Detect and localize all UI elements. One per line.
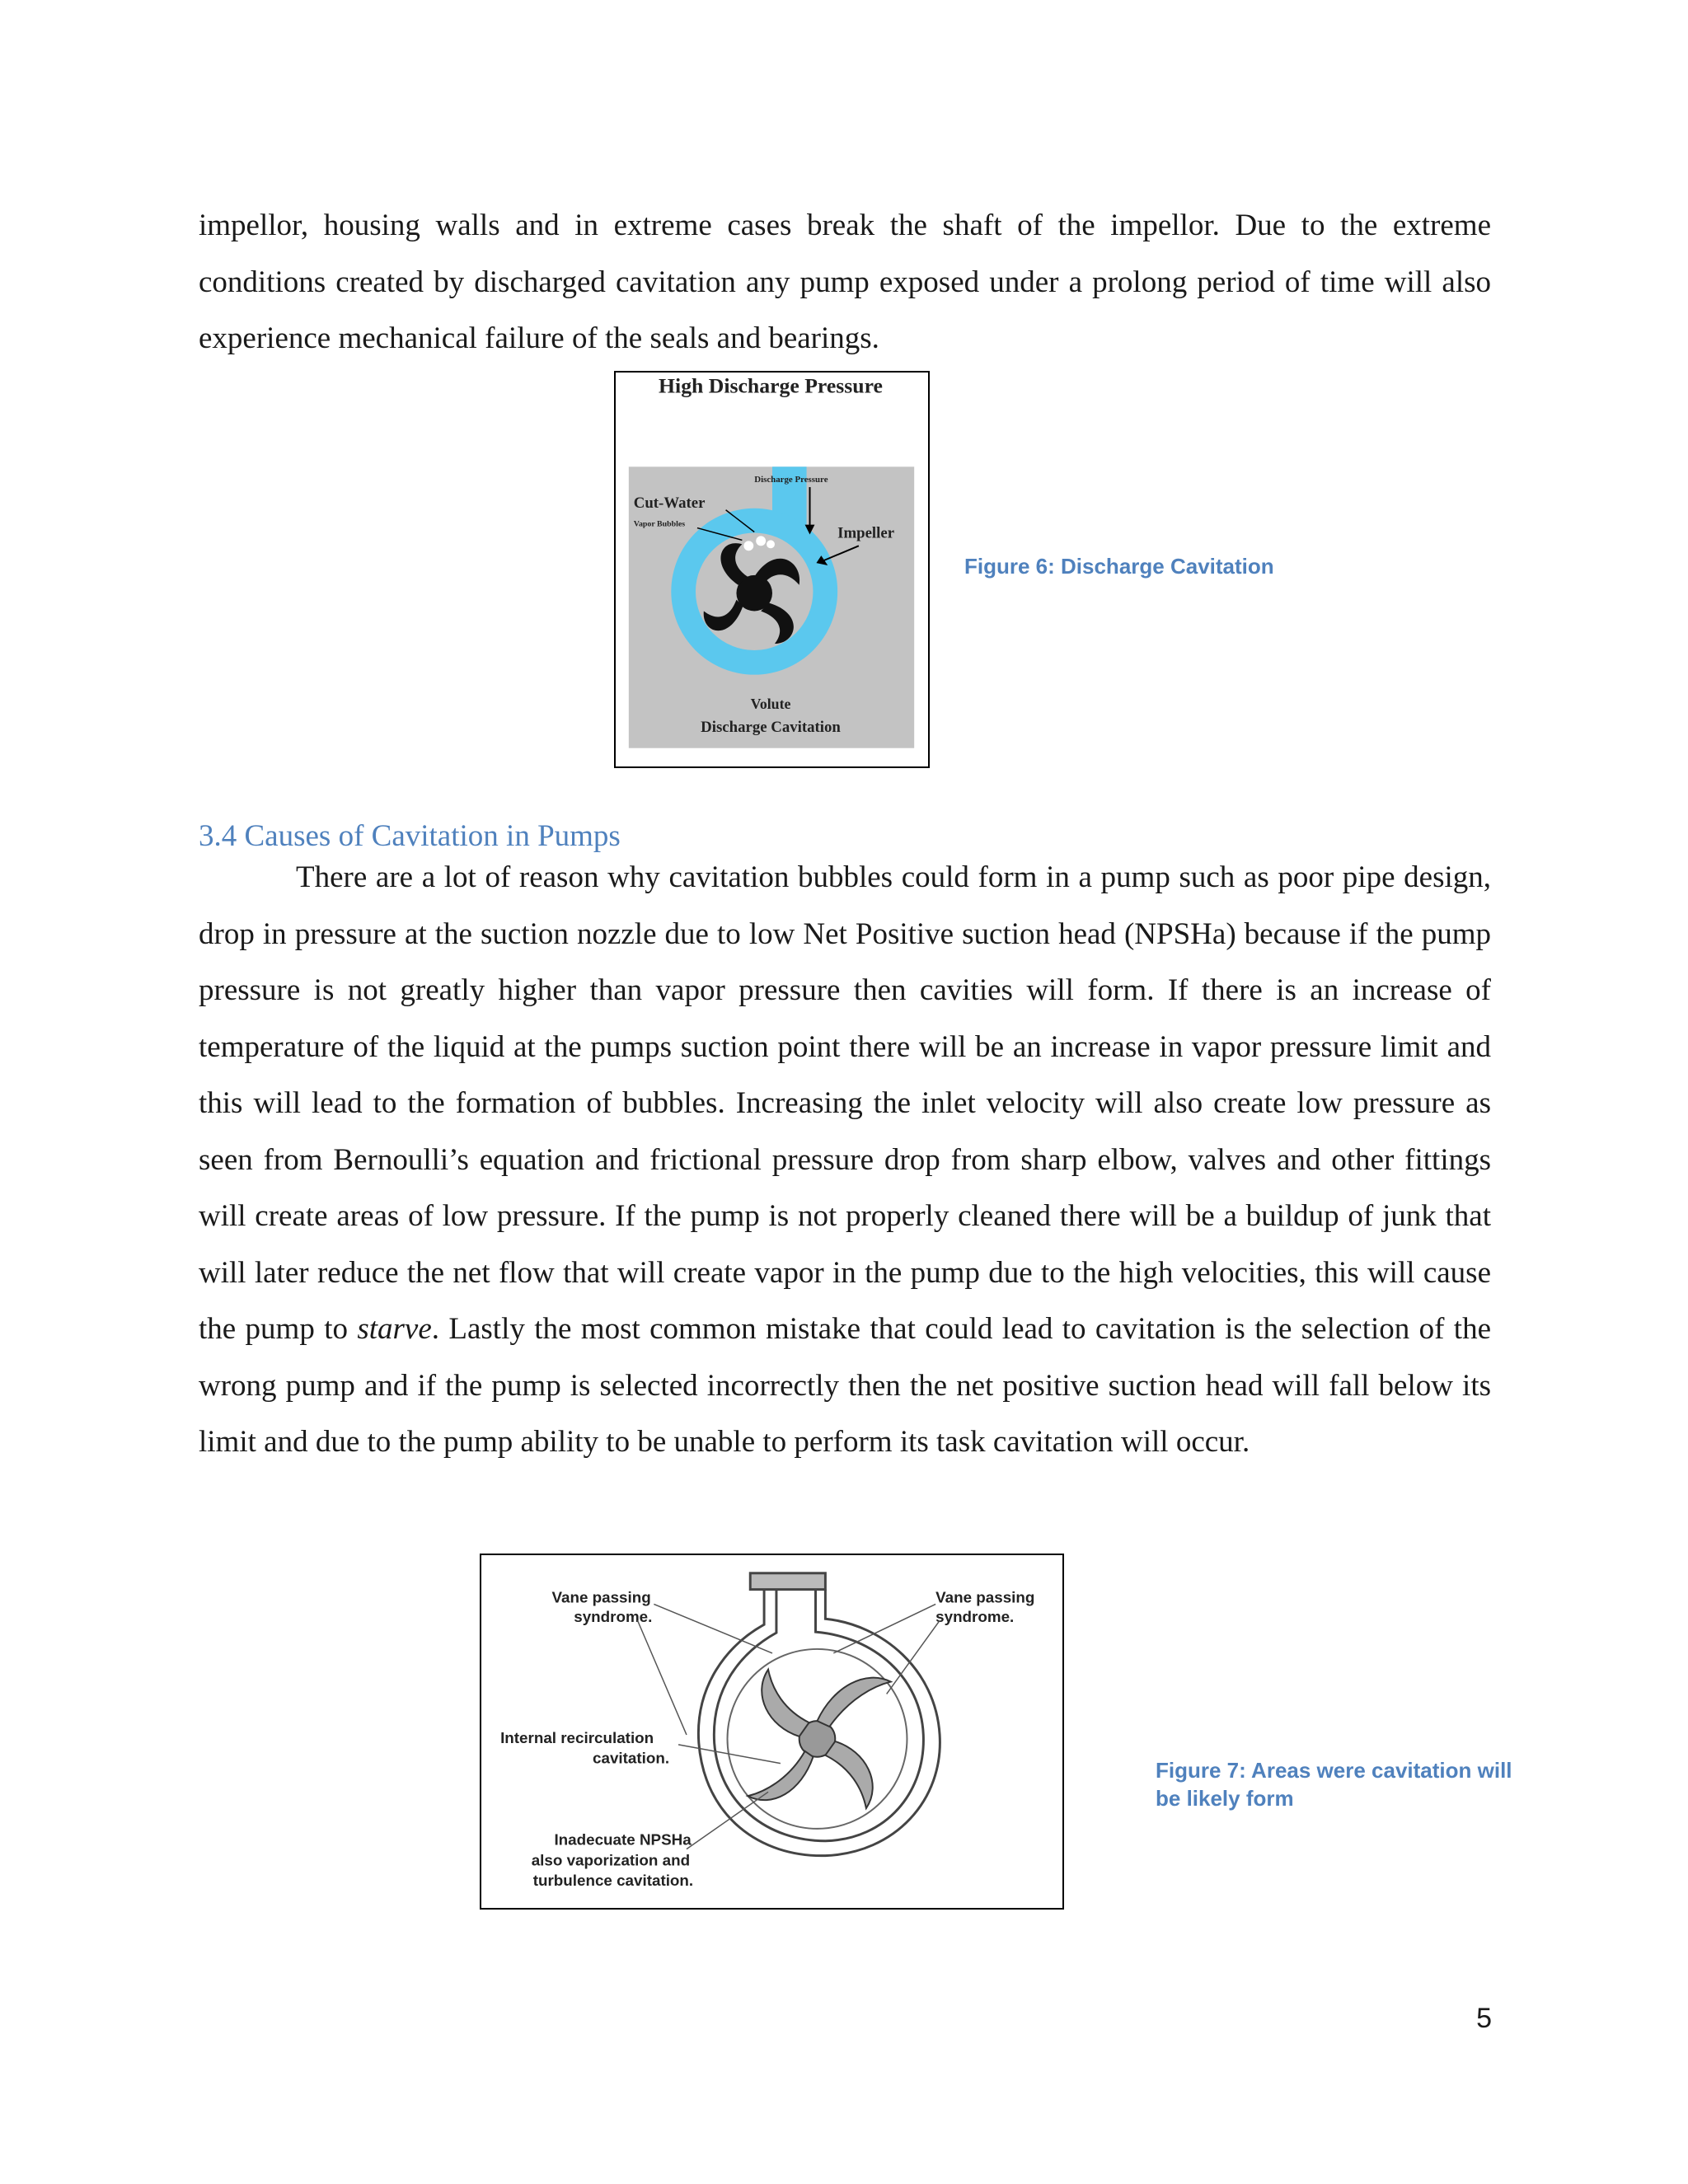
label-npsha-1: Inadecuate NPSHa [554, 1830, 692, 1849]
page-number: 5 [1476, 2003, 1492, 2034]
paragraph-causes-part1: There are a lot of reason why cavitation bubbles could form in a pump such as poor pipe design, drop in pressure at the suction nozzle due to low Net Positive suction head (NPSHa) because if the pump pressure is not greatly higher than vapor pressure then cavities will form. If there is an increase of temperature of the liquid at the pumps suction point there will be an increase in vapor pressure limit and this will lead to the formation of bubbles. Increasing the inlet velocity will also create low pressure as seen from Bernoulli’s equation and frictional pressure drop from sharp elbow, valves and other fittings will create areas of low pressure. If the pump is not properly cleaned there will be a buildup of junk that will later reduce the net flow that will create vapor in the pump due to the high velocities, this will cause the pump to [199, 860, 1491, 1346]
label-impeller: Impeller [837, 524, 895, 542]
label-vapor-bubbles: Vapor Bubbles [633, 519, 686, 529]
paragraph-causes [199, 850, 1491, 1471]
vapor-bubble [743, 541, 753, 551]
figure-7-caption-line2: be likely form [1156, 1786, 1294, 1811]
label-vane-left-1: Vane passing [551, 1588, 651, 1606]
label-internal-1: Internal recirculation [500, 1728, 654, 1746]
section-heading: 3.4 Causes of Cavitation in Pumps [199, 819, 621, 853]
figure-7-caption [1156, 1756, 1512, 1812]
label-cut-water: Cut-Water [633, 494, 706, 512]
paragraph-intro: impellor, housing walls and in extreme cases break the shaft of the impellor. Due to the extreme conditions created by discharged cavitation any pump exposed under a prolong period of time will also experience mechanical failure of the seals and bearings. [199, 209, 1491, 355]
vapor-bubble [767, 540, 775, 548]
label-internal-2: cavitation. [593, 1749, 670, 1767]
label-vane-right-2: syndrome. [935, 1608, 1015, 1626]
label-discharge-cavitation: Discharge Cavitation [701, 718, 841, 736]
vapor-bubble [756, 536, 766, 546]
figure-6-caption: Figure 6: Discharge Cavitation [964, 554, 1274, 579]
paragraph-causes-part2: . Lastly the most common mistake that could lead to cavitation is the selection of the wrong pump and if the pump is selected incorrectly then the net positive suction head will fall below its limit and due to the pump ability to be unable to perform its task cavitation will occur. [199, 1312, 1492, 1459]
figure-6-title: High Discharge Pressure [659, 373, 883, 398]
label-vane-left-2: syndrome. [574, 1608, 653, 1626]
figure-7-caption-line1: Figure 7: Areas were cavitation will [1156, 1758, 1512, 1783]
label-vane-right-1: Vane passing [935, 1588, 1035, 1606]
label-discharge-pressure: Discharge Pressure [754, 475, 828, 485]
figure-7-cavitation-areas [480, 1554, 1064, 1910]
label-npsha-3: turbulence cavitation. [532, 1872, 694, 1890]
paragraph-causes-italic: starve [357, 1312, 432, 1346]
label-volute: Volute [750, 696, 791, 713]
figure-6-discharge-cavitation [614, 371, 930, 768]
label-npsha-2: also vaporization and [531, 1851, 691, 1869]
